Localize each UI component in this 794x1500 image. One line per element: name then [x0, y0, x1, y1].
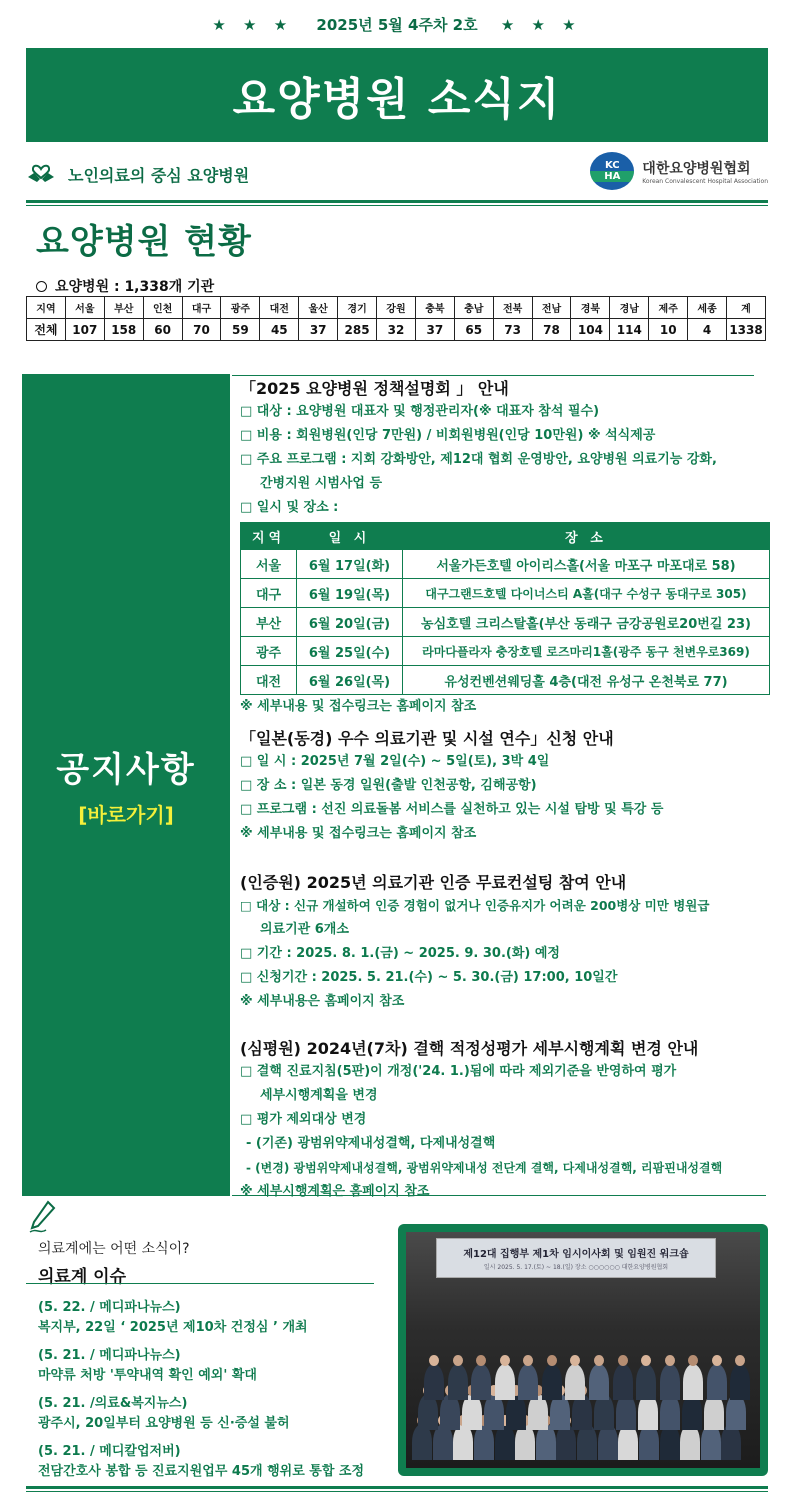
- notice-line: 세부시행계획을 변경: [260, 1088, 378, 1103]
- notice-title[interactable]: 「2025 요양병원 정책설명회 」 안내: [240, 379, 509, 398]
- person-head: [453, 1355, 463, 1366]
- person-figure: [589, 1364, 609, 1400]
- notice-accreditation: [240, 872, 785, 1014]
- notice-line: □ 일시 및 장소 :: [240, 500, 339, 515]
- notice-line: □ 주요 프로그램 : 지회 강화방안, 제12대 협회 운영방안, 요양병원 의료기능 강화,: [240, 452, 717, 467]
- person-figure: [613, 1364, 633, 1400]
- notice-line: □ 평가 제외대상 변경: [240, 1112, 367, 1127]
- issues-question: 의료계에는 어떤 소식이?: [38, 1241, 190, 1257]
- org-name: 대한요양병원협회: [642, 160, 751, 177]
- pen-writing-icon: [26, 1200, 56, 1236]
- notice-heading: 공지사항: [56, 750, 196, 790]
- person-figure: [471, 1364, 491, 1400]
- circle-bullet-icon: [36, 281, 47, 292]
- notice-shortcut-link[interactable]: [바로가기]: [78, 803, 174, 827]
- title-banner: [26, 48, 768, 142]
- notice-line: □ 프로그램 : 선진 의료돌봄 서비스를 실천하고 있는 시설 탐방 및 특강 등: [240, 802, 664, 817]
- association-logo[interactable]: [590, 152, 768, 190]
- table-row: 대전 6월 26일(목) 유성컨벤션웨딩홀 4층(대전 유성구 온천북로 77): [241, 666, 770, 695]
- star-icons-right: ★ ★ ★: [500, 16, 582, 34]
- person-head: [735, 1355, 745, 1366]
- news-headline[interactable]: 마약류 처방 '투약내역 확인 예외' 확대: [38, 1368, 257, 1383]
- table-header-row: 지역 서울 부산 인천 대구 광주 대전 울산 경기 강원 충북 충남 전북 전남 경북 경남 제주 세종 계: [27, 297, 766, 319]
- group-photo: [406, 1232, 760, 1468]
- news-item[interactable]: [38, 1298, 398, 1338]
- person-head: [665, 1355, 675, 1366]
- divider: [26, 200, 768, 203]
- table-row: 대구 6월 19일(목) 대구그랜드호텔 다이너스티 A홀(대구 수성구 동대구로 305): [241, 579, 770, 608]
- notice-sidebar: [22, 374, 230, 1196]
- notice-line: □ 대상 : 요양병원 대표자 및 행정관리자(※ 대표자 참석 필수): [240, 404, 600, 419]
- notice-title[interactable]: 「일본(동경) 우수 의료기관 및 시설 연수」신청 안내: [240, 729, 614, 748]
- divider: [232, 1195, 766, 1196]
- divider: [232, 375, 754, 376]
- notice-line: □ 대상 : 신규 개설하여 인증 경험이 없거나 인증유지가 어려운 200병상 미만 병원급: [240, 898, 710, 913]
- person-head: [618, 1355, 628, 1366]
- sub-header: [26, 152, 768, 196]
- person-figure: [730, 1364, 750, 1400]
- divider: [26, 1491, 768, 1492]
- notice-japan-training: [240, 728, 785, 846]
- hospital-count: 요양병원 : 1,338개 기관: [36, 276, 214, 296]
- notice-line: □ 기간 : 2025. 8. 1.(금) ~ 2025. 9. 30.(화) 예정: [240, 946, 560, 961]
- star-icons-left: ★ ★ ★: [212, 16, 294, 34]
- event-photo-frame: [398, 1224, 768, 1476]
- news-source: (5. 21. /의료&복지뉴스): [38, 1396, 188, 1411]
- news-item[interactable]: [38, 1394, 398, 1434]
- issue-number: 2025년 5월 4주차 2호: [316, 16, 478, 34]
- table-row: 광주 6월 25일(수) 라마다플라자 충장호텔 로즈마리1홀(광주 동구 천변우로369): [241, 637, 770, 666]
- issues-heading: 의료계 이슈: [38, 1267, 127, 1287]
- news-source: (5. 21. / 메디칼업저버): [38, 1444, 181, 1459]
- person-figure: [542, 1364, 562, 1400]
- person-figure: [660, 1364, 680, 1400]
- notice-line: □ 비용 : 회원병원(인당 7만원) / 비회원병원(인당 10만원) ※ 석식제공: [240, 428, 656, 443]
- notice-line: 의료기관 6개소: [260, 922, 349, 937]
- kcha-logo-icon: KC HA: [590, 152, 634, 190]
- schedule-header-row: 지역 일 시 장 소: [241, 523, 770, 550]
- person-figure: [565, 1364, 585, 1400]
- newsletter-title: 요양병원 소식지: [232, 74, 562, 125]
- divider: [26, 1283, 374, 1284]
- person-figure: [636, 1364, 656, 1400]
- news-headline[interactable]: 전담간호사 봉합 등 진료지원업무 45개 행위로 통합 조정: [38, 1464, 365, 1479]
- notice-policy-briefing: [240, 378, 785, 719]
- notice-note: ※ 세부시행계획은 홈페이지 참조: [240, 1184, 430, 1199]
- person-head: [570, 1355, 580, 1366]
- table-row: 부산 6월 20일(금) 농심호텔 크리스탈홀(부산 동래구 금강공원로20번길 23): [241, 608, 770, 637]
- table-row: 전체 107 158 60 70 59 45 37 285 32 37 65 73 78 104 114 10 4 1338: [27, 319, 766, 341]
- news-source: (5. 22. / 메디파나뉴스): [38, 1300, 181, 1315]
- handshake-heart-icon: [26, 163, 56, 185]
- person-head: [547, 1355, 557, 1366]
- person-figure: [495, 1364, 515, 1400]
- person-head: [429, 1355, 439, 1366]
- table-row: 서울 6월 17일(화) 서울가든호텔 아이리스홀(서울 마포구 마포대로 58): [241, 550, 770, 579]
- news-headline[interactable]: 광주시, 20일부터 요양병원 등 신·증설 불허: [38, 1416, 290, 1431]
- person-figure: [424, 1364, 444, 1400]
- notice-line: □ 장 소 : 일본 동경 일원(출발 인천공항, 김해공항): [240, 778, 537, 793]
- schedule-table: [240, 522, 770, 695]
- news-source: (5. 21. / 메디파나뉴스): [38, 1348, 181, 1363]
- notice-line: - (변경) 광범위약제내성결핵, 광범위약제내성 전단계 결핵, 다제내성결핵, 리팜핀내성결핵: [246, 1161, 723, 1175]
- crowd-of-people: [412, 1340, 754, 1460]
- notice-line: □ 신청기간 : 2025. 5. 21.(수) ~ 5. 30.(금) 17:00, 10일간: [240, 970, 618, 985]
- news-headline[interactable]: 복지부, 22일 ‘ 2025년 제10차 건정심 ’ 개최: [38, 1320, 308, 1335]
- status-title: 요양병원 현황: [36, 222, 252, 262]
- issue-line: [0, 14, 794, 35]
- person-head: [500, 1355, 510, 1366]
- org-name-en: Korean Convalescent Hospital Association: [642, 177, 768, 185]
- notice-line: 간병지원 시범사업 등: [260, 476, 383, 491]
- person-head: [712, 1355, 722, 1366]
- notice-note: ※ 세부내용은 홈페이지 참조: [240, 994, 405, 1009]
- person-figure: [707, 1364, 727, 1400]
- person-figure: [518, 1364, 538, 1400]
- news-item[interactable]: [38, 1442, 398, 1482]
- notice-title[interactable]: (심평원) 2024년(7차) 결핵 적정성평가 세부시행계획 변경 안내: [240, 1039, 699, 1058]
- person-figure: [448, 1364, 468, 1400]
- notice-tuberculosis-eval: [240, 1038, 785, 1204]
- slogan: 노인의료의 중심 요양병원: [68, 165, 250, 185]
- person-figure: [683, 1364, 703, 1400]
- notice-line: □ 결핵 진료지침(5판)이 개정('24. 1.)됨에 따라 제외기준을 반영하여 평가: [240, 1064, 677, 1079]
- person-head: [594, 1355, 604, 1366]
- divider: [26, 205, 768, 206]
- notice-title[interactable]: (인증원) 2025년 의료기관 인증 무료컨설팅 참여 안내: [240, 873, 627, 892]
- event-screen: 제12대 집행부 제1차 임시이사회 및 임원진 워크숍 일시 2025. 5. 17.(토) ~ 18.(일) 장소 ○○○○○○ 대한요양병원협회: [436, 1238, 716, 1278]
- notice-note: ※ 세부내용 및 접수링크는 홈페이지 참조: [240, 699, 477, 714]
- news-item[interactable]: [38, 1346, 398, 1386]
- divider: [26, 1486, 768, 1489]
- notice-note: ※ 세부내용 및 접수링크는 홈페이지 참조: [240, 826, 477, 841]
- notice-line: - (기존) 광범위약제내성결핵, 다제내성결핵: [246, 1136, 496, 1151]
- region-count-table: [26, 296, 766, 341]
- notice-line: □ 일 시 : 2025년 7월 2일(수) ~ 5일(토), 3박 4일: [240, 754, 550, 769]
